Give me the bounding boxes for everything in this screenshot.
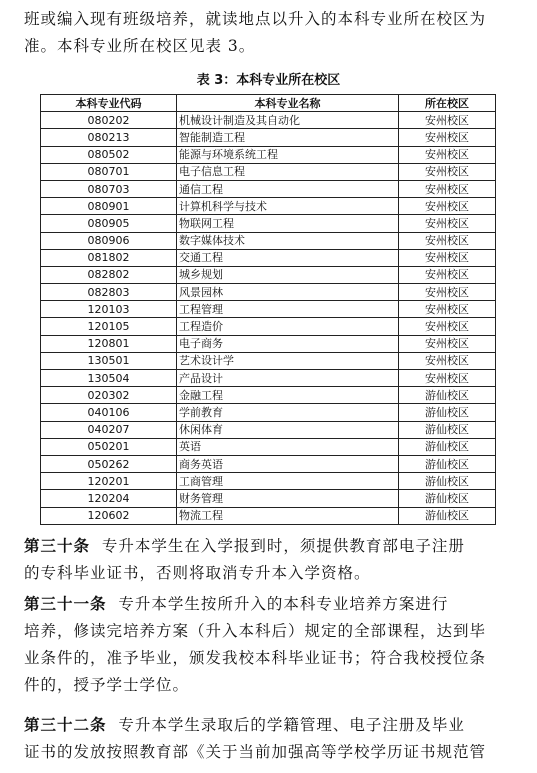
major-code-cell: 020302 bbox=[41, 387, 177, 404]
major-code-cell: 080906 bbox=[41, 232, 177, 249]
campus-cell: 安州校区 bbox=[399, 146, 496, 163]
campus-cell: 游仙校区 bbox=[399, 387, 496, 404]
major-code-cell: 080901 bbox=[41, 198, 177, 215]
major-name-cell: 工程造价 bbox=[177, 318, 399, 335]
major-name-cell: 财务管理 bbox=[177, 490, 399, 507]
campus-cell: 游仙校区 bbox=[399, 455, 496, 472]
major-name-cell: 工程管理 bbox=[177, 301, 399, 318]
table-row bbox=[41, 473, 496, 490]
major-name-cell: 机械设计制造及其自动化 bbox=[177, 112, 399, 129]
major-code-cell: 080905 bbox=[41, 215, 177, 232]
article-31-line-2: 培养，修读完培养方案（升入本科后）规定的全部课程，达到毕 bbox=[24, 622, 487, 640]
campus-cell: 游仙校区 bbox=[399, 421, 496, 438]
article-32-text-1: 专升本学生录取后的学籍管理、电子注册及毕业 bbox=[118, 716, 465, 734]
major-code-cell: 080703 bbox=[41, 180, 177, 197]
major-code-cell: 080701 bbox=[41, 163, 177, 180]
major-code-cell: 120602 bbox=[41, 507, 177, 524]
campus-cell: 游仙校区 bbox=[399, 507, 496, 524]
table-row bbox=[41, 370, 496, 387]
table-row bbox=[41, 318, 496, 335]
major-name-cell: 交通工程 bbox=[177, 249, 399, 266]
table-row bbox=[41, 404, 496, 421]
major-name-cell: 通信工程 bbox=[177, 180, 399, 197]
major-name-cell: 能源与环境系统工程 bbox=[177, 146, 399, 163]
campus-cell: 安州校区 bbox=[399, 249, 496, 266]
table-row bbox=[41, 232, 496, 249]
article-31 bbox=[24, 591, 524, 699]
major-code-cell: 080502 bbox=[41, 146, 177, 163]
campus-cell: 游仙校区 bbox=[399, 473, 496, 490]
major-code-cell: 050262 bbox=[41, 455, 177, 472]
table-body bbox=[41, 112, 496, 525]
article-31-text-1: 专升本学生按所升入的本科专业培养方案进行 bbox=[118, 595, 449, 613]
campus-cell: 安州校区 bbox=[399, 301, 496, 318]
article-30-line-1 bbox=[24, 533, 524, 560]
table-row bbox=[41, 387, 496, 404]
campus-cell: 安州校区 bbox=[399, 112, 496, 129]
table-row bbox=[41, 112, 496, 129]
header-campus: 所在校区 bbox=[399, 95, 496, 112]
table-row bbox=[41, 266, 496, 283]
table-row bbox=[41, 146, 496, 163]
article-31-line-1 bbox=[24, 591, 524, 618]
article-30-text-1: 专升本学生在入学报到时，须提供教育部电子注册 bbox=[101, 537, 465, 555]
table-row bbox=[41, 284, 496, 301]
article-32-line-2: 证书的发放按照教育部《关于当前加强高等学校学历证书规范管 bbox=[24, 743, 487, 761]
major-code-cell: 050201 bbox=[41, 438, 177, 455]
header-major-name: 本科专业名称 bbox=[177, 95, 399, 112]
intro-line-1: 班或编入现有班级培养，就读地点以升入的本科专业所在校区为 bbox=[24, 10, 487, 28]
article-30-title: 第三十条 bbox=[24, 537, 91, 555]
major-campus-table bbox=[40, 94, 496, 525]
major-name-cell: 物联网工程 bbox=[177, 215, 399, 232]
intro-paragraph bbox=[24, 6, 524, 60]
campus-cell: 安州校区 bbox=[399, 352, 496, 369]
table-row bbox=[41, 301, 496, 318]
table-caption: 表 3：本科专业所在校区 bbox=[196, 73, 341, 88]
campus-cell: 游仙校区 bbox=[399, 490, 496, 507]
major-code-cell: 040106 bbox=[41, 404, 177, 421]
campus-cell: 安州校区 bbox=[399, 370, 496, 387]
table-row bbox=[41, 163, 496, 180]
article-31-line-4: 件的，授予学士学位。 bbox=[24, 676, 190, 694]
campus-cell: 安州校区 bbox=[399, 335, 496, 352]
table-row bbox=[41, 335, 496, 352]
header-major-code: 本科专业代码 bbox=[41, 95, 177, 112]
campus-cell: 安州校区 bbox=[399, 163, 496, 180]
table-row bbox=[41, 198, 496, 215]
table-header-row bbox=[41, 95, 496, 112]
table-row bbox=[41, 129, 496, 146]
major-code-cell: 080202 bbox=[41, 112, 177, 129]
article-30-line-2: 的专科毕业证书，否则将取消专升本入学资格。 bbox=[24, 564, 371, 582]
major-code-cell: 120201 bbox=[41, 473, 177, 490]
article-32 bbox=[24, 712, 524, 766]
campus-cell: 安州校区 bbox=[399, 180, 496, 197]
major-name-cell: 电子信息工程 bbox=[177, 163, 399, 180]
major-name-cell: 休闲体育 bbox=[177, 421, 399, 438]
major-name-cell: 英语 bbox=[177, 438, 399, 455]
major-name-cell: 风景园林 bbox=[177, 284, 399, 301]
major-code-cell: 040207 bbox=[41, 421, 177, 438]
major-name-cell: 城乡规划 bbox=[177, 266, 399, 283]
article-30 bbox=[24, 533, 524, 587]
campus-cell: 安州校区 bbox=[399, 318, 496, 335]
major-code-cell: 130504 bbox=[41, 370, 177, 387]
major-code-cell: 120103 bbox=[41, 301, 177, 318]
article-32-title: 第三十二条 bbox=[24, 716, 107, 734]
article-31-line-3: 业条件的，准予毕业，颁发我校本科毕业证书；符合我校授位条 bbox=[24, 649, 487, 667]
table-row bbox=[41, 215, 496, 232]
campus-cell: 安州校区 bbox=[399, 215, 496, 232]
major-code-cell: 120204 bbox=[41, 490, 177, 507]
table-row bbox=[41, 352, 496, 369]
major-name-cell: 金融工程 bbox=[177, 387, 399, 404]
table-row bbox=[41, 490, 496, 507]
table-row bbox=[41, 507, 496, 524]
major-code-cell: 130501 bbox=[41, 352, 177, 369]
campus-cell: 安州校区 bbox=[399, 266, 496, 283]
campus-cell: 安州校区 bbox=[399, 232, 496, 249]
major-code-cell: 120801 bbox=[41, 335, 177, 352]
major-code-cell: 082802 bbox=[41, 266, 177, 283]
major-code-cell: 120105 bbox=[41, 318, 177, 335]
major-name-cell: 数字媒体技术 bbox=[177, 232, 399, 249]
table-row bbox=[41, 180, 496, 197]
campus-cell: 游仙校区 bbox=[399, 438, 496, 455]
major-name-cell: 物流工程 bbox=[177, 507, 399, 524]
table-row bbox=[41, 421, 496, 438]
campus-cell: 安州校区 bbox=[399, 198, 496, 215]
campus-cell: 安州校区 bbox=[399, 129, 496, 146]
intro-line-2: 准。本科专业所在校区见表 3。 bbox=[24, 37, 256, 55]
major-name-cell: 产品设计 bbox=[177, 370, 399, 387]
major-name-cell: 学前教育 bbox=[177, 404, 399, 421]
table-row bbox=[41, 249, 496, 266]
article-31-title: 第三十一条 bbox=[24, 595, 107, 613]
campus-cell: 游仙校区 bbox=[399, 404, 496, 421]
major-name-cell: 智能制造工程 bbox=[177, 129, 399, 146]
major-name-cell: 计算机科学与技术 bbox=[177, 198, 399, 215]
major-code-cell: 081802 bbox=[41, 249, 177, 266]
article-32-line-1 bbox=[24, 712, 524, 739]
table-row bbox=[41, 455, 496, 472]
major-name-cell: 商务英语 bbox=[177, 455, 399, 472]
major-name-cell: 电子商务 bbox=[177, 335, 399, 352]
campus-cell: 安州校区 bbox=[399, 284, 496, 301]
major-name-cell: 工商管理 bbox=[177, 473, 399, 490]
major-code-cell: 080213 bbox=[41, 129, 177, 146]
major-name-cell: 艺术设计学 bbox=[177, 352, 399, 369]
major-code-cell: 082803 bbox=[41, 284, 177, 301]
table-row bbox=[41, 438, 496, 455]
